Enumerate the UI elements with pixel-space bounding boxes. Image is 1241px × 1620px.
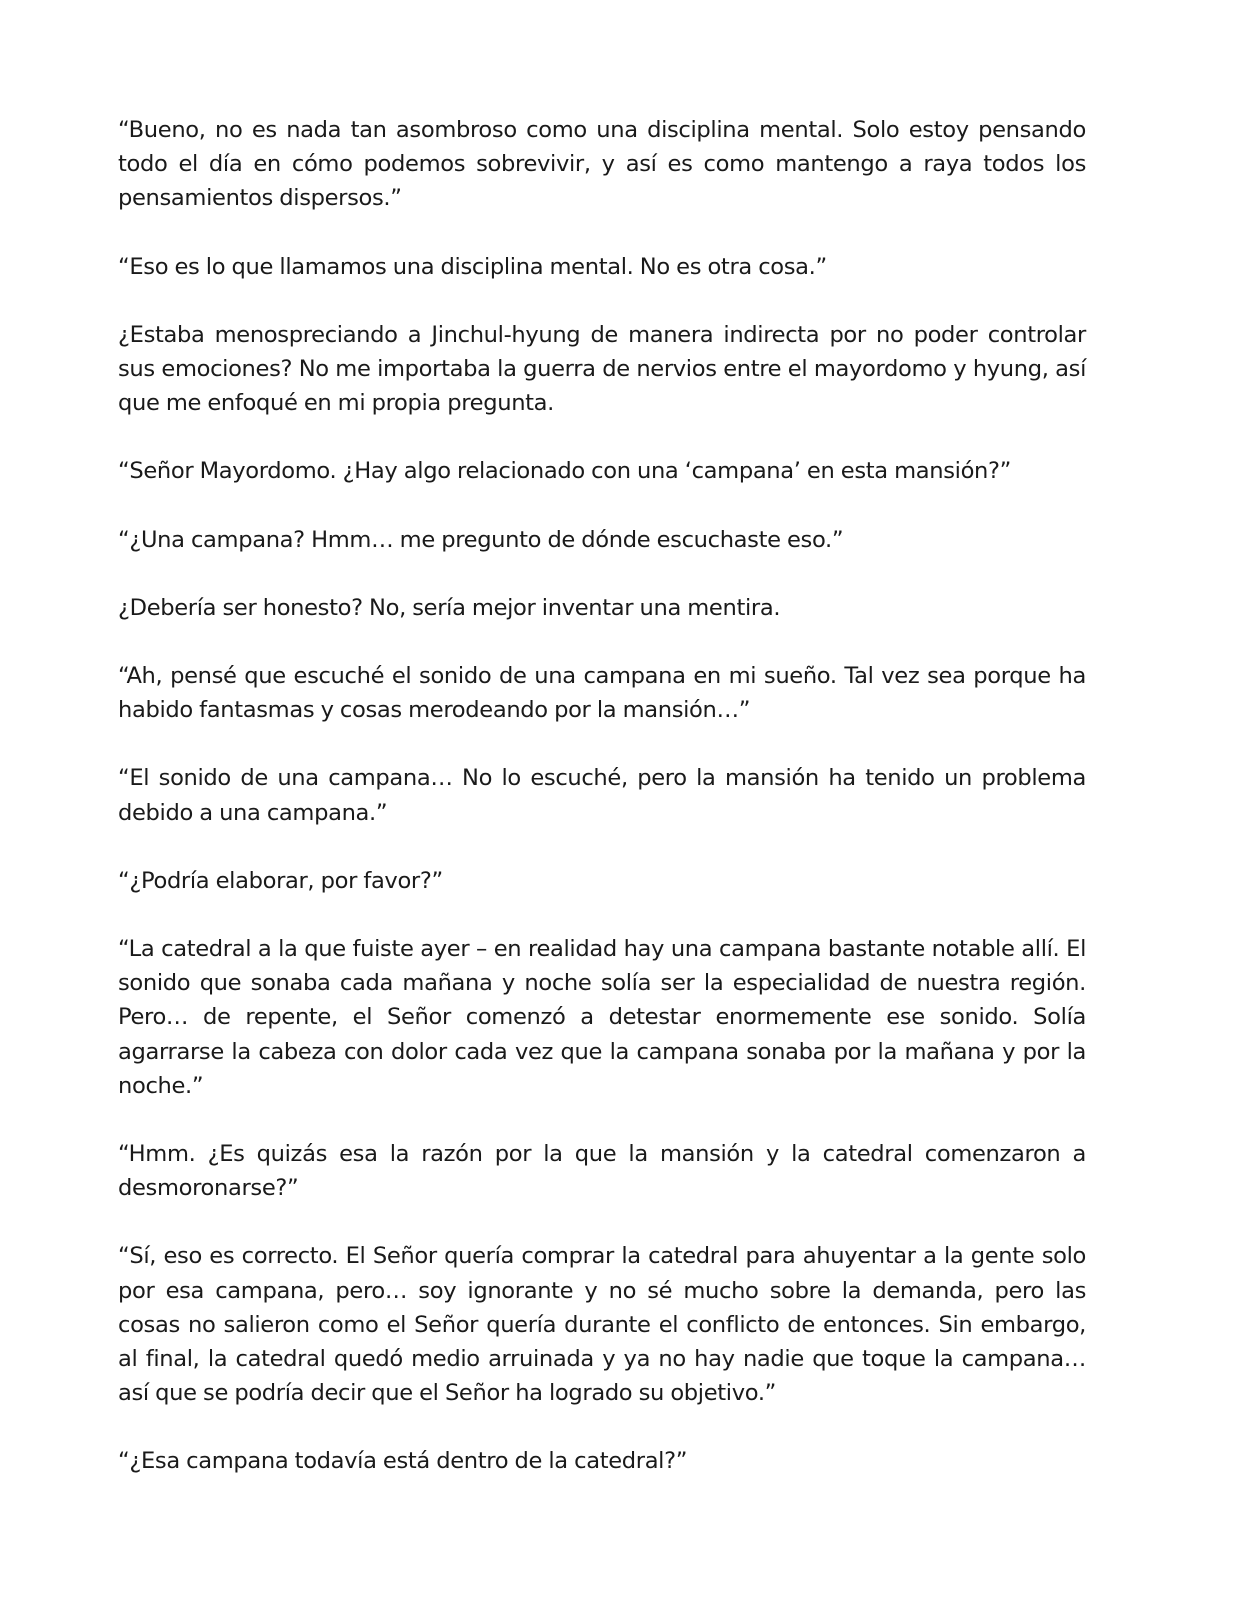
paragraph: “Señor Mayordomo. ¿Hay algo relacionado con una ‘campana’ en esta mansión?” (118, 458, 1012, 485)
paragraph: “Ah, pensé que escuché el sonido de una campana en mi sueño. Tal vez sea porque ha habido fantasmas y cosas merodeando por la mansión…” (118, 663, 1086, 724)
paragraph: ¿Debería ser honesto? No, sería mejor inventar una mentira. (118, 594, 781, 621)
paragraph: “¿Esa campana todavía está dentro de la catedral?” (118, 1448, 688, 1475)
paragraph: “El sonido de una campana… No lo escuché, pero la mansión ha tenido un problema debido a una campana.” (118, 765, 1086, 826)
paragraph: ¿Estaba menospreciando a Jinchul-hyung de manera indirecta por no poder controlar sus emociones? No me importaba la guerra de nervios entre el mayordomo y hyung, así que me enfoqué en mi propia pregunta. (118, 321, 1086, 417)
paragraph: “¿Una campana? Hmm… me pregunto de dónde escuchaste eso.” (118, 526, 844, 553)
paragraph: “¿Podría elaborar, por favor?” (118, 867, 443, 894)
paragraph: “Bueno, no es nada tan asombroso como una disciplina mental. Solo estoy pensando todo el día en cómo podemos sobrevivir, y así es como mantengo a raya todos los pensamientos dispersos.” (118, 117, 1086, 212)
document-body (118, 113, 1086, 1513)
paragraph: “Hmm. ¿Es quizás esa la razón por la que la mansión y la catedral comenzaron a desmoronarse?” (118, 1141, 1086, 1202)
paragraph: “Sí, eso es correcto. El Señor quería comprar la catedral para ahuyentar a la gente solo por esa campana, pero… soy ignorante y no sé mucho sobre la demanda, pero las cosas no salieron como el Señor quería durante el conflicto de entonces. Sin embargo, al final, la catedral quedó medio arruinada y ya no hay nadie que toque la campana… así que se podría decir que el Señor ha logrado su objetivo.” (118, 1243, 1086, 1407)
paragraph: “La catedral a la que fuiste ayer – en realidad hay una campana bastante notable allí. El sonido que sonaba cada mañana y noche solía ser la especialidad de nuestra región. Pero… de repente, el Señor comenzó a detestar enormemente ese sonido. Solía agarrarse la cabeza con dolor cada vez que la campana sonaba por la mañana y por la noche.” (118, 936, 1086, 1099)
paragraph: “Eso es lo que llamamos una disciplina mental. No es otra cosa.” (118, 253, 827, 280)
